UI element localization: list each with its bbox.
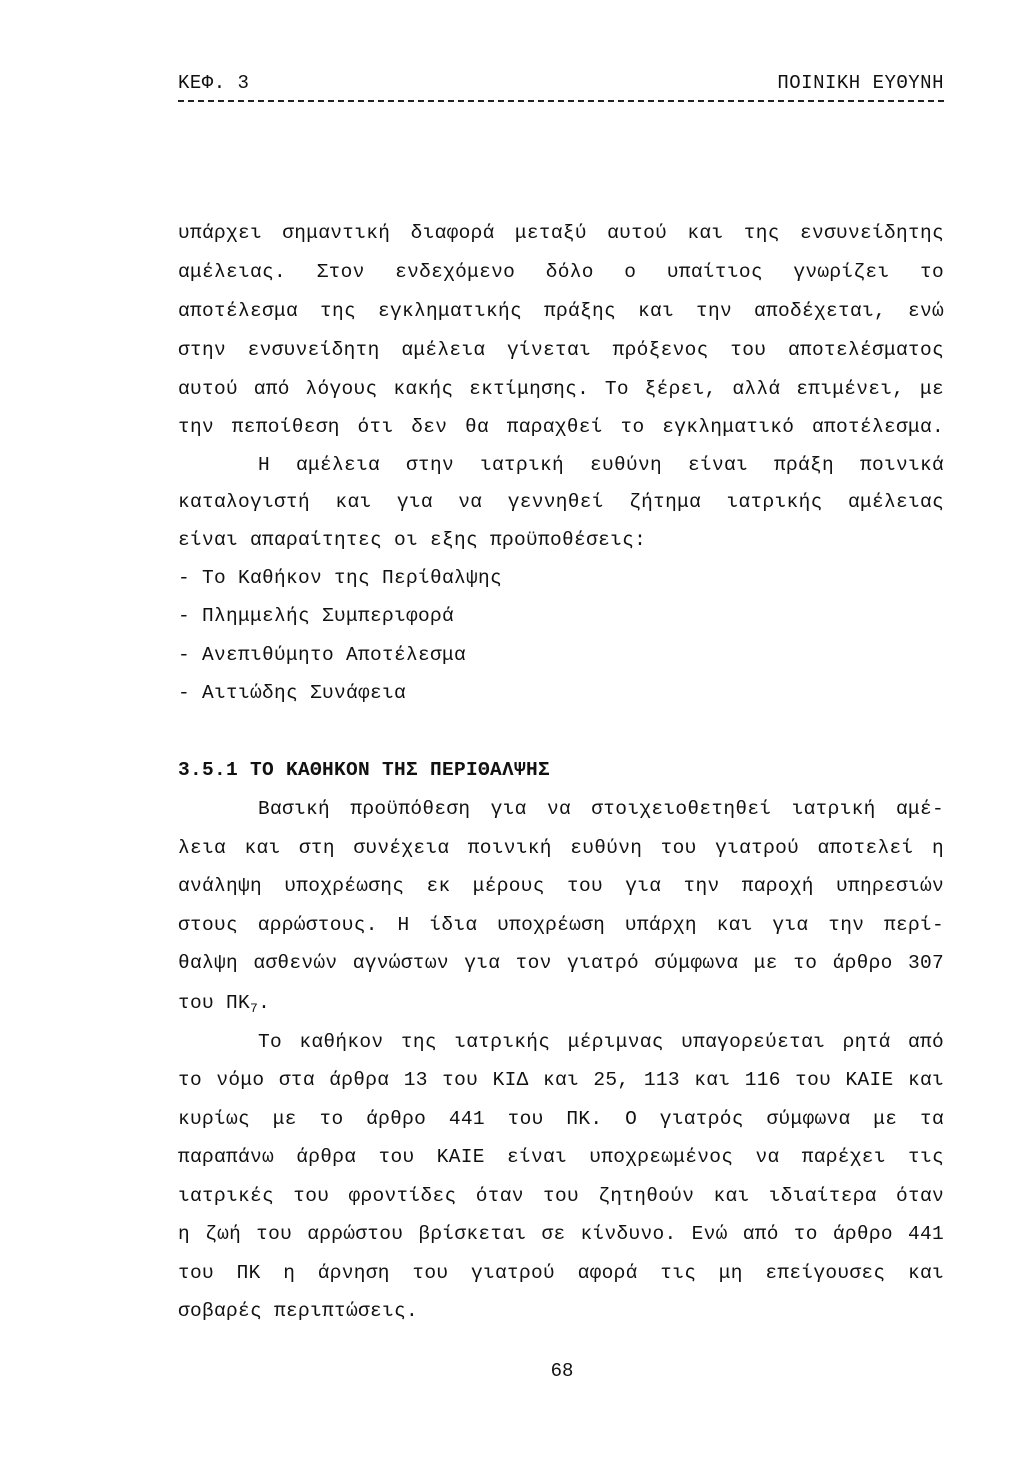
text-line: σοβαρές περιπτώσεις. xyxy=(178,1300,419,1322)
punctuation: . xyxy=(258,992,271,1014)
text-line: Το καθήκον της ιατρικής μέριμνας υπαγορεύεται ρητά από xyxy=(258,1031,944,1053)
text-line: ανάληψη υποχρέωσης εκ μέρους του για την παροχή υπηρεσιών xyxy=(178,875,944,897)
chapter-label: ΚΕΦ. 3 xyxy=(178,72,250,94)
text-line: θαλψη ασθενών αγνώστων για τον γιατρό σύμφωνα με το άρθρο 307 xyxy=(178,952,944,974)
header-divider xyxy=(178,100,944,102)
text-line: κυρίως με το άρθρο 441 του ΠΚ. Ο γιατρός σύμφωνα με τα xyxy=(178,1108,944,1130)
text-line: στην ενσυνείδητη αμέλεια γίνεται πρόξενος του αποτελέσματος xyxy=(178,339,944,361)
text-line: αμέλειας. Στον ενδεχόμενο δόλο ο υπαίτιος γνωρίζει το xyxy=(178,261,944,283)
text-line: ιατρικές του φροντίδες όταν του ζητηθούν και ιδιαίτερα όταν xyxy=(178,1185,944,1207)
text-line: είναι απαραίτητες οι εξης προϋποθέσεις: xyxy=(178,529,647,551)
text-line: λεια και στη συνέχεια ποινική ευθύνη του γιατρού αποτελεί η xyxy=(178,837,944,859)
list-item: - Αιτιώδης Συνάφεια xyxy=(178,682,407,704)
text-line: Βασική προϋπόθεση για να στοιχειοθετηθεί ιατρική αμέ- xyxy=(258,798,944,820)
subscript-note: 7 xyxy=(250,1001,259,1016)
text-line xyxy=(178,991,944,1021)
list-item: - Πλημμελής Συμπεριφορά xyxy=(178,605,455,627)
text-line: αποτέλεσμα της εγκληματικής πράξης και την αποδέχεται, ενώ xyxy=(178,300,944,322)
text-line: το νόμο στα άρθρα 13 του ΚΙΔ και 25, 113 και 116 του ΚΑΙΕ και xyxy=(178,1069,944,1091)
text-line: την πεποίθεση ότι δεν θα παραχθεί το εγκληματικό αποτέλεσμα. xyxy=(178,416,944,438)
text-line: του ΠΚ η άρνηση του γιατρού αφορά τις μη επείγουσες και xyxy=(178,1262,944,1284)
text-line: αυτού από λόγους κακής εκτίμησης. Το ξέρει, αλλά επιμένει, με xyxy=(178,378,944,400)
text-line: η ζωή του αρρώστου βρίσκεται σε κίνδυνο. Ενώ από το άρθρο 441 xyxy=(178,1223,944,1245)
section-heading: 3.5.1 ΤΟ ΚΑΘΗΚΟΝ ΤΗΣ ΠΕΡΙΘΑΛΨΗΣ xyxy=(178,759,551,781)
list-item: - Το Καθήκον της Περίθαλψης xyxy=(178,567,503,589)
running-title: ΠΟΙΝΙΚΗ ΕΥΘΥΝΗ xyxy=(777,72,944,94)
list-item: - Ανεπιθύμητο Αποτέλεσμα xyxy=(178,644,467,666)
text-line: καταλογιστή και για να γεννηθεί ζήτημα ιατρικής αμέλειας xyxy=(178,491,944,513)
text-line: Η αμέλεια στην ιατρική ευθύνη είναι πράξη ποινικά xyxy=(258,454,944,476)
page-number: 68 xyxy=(550,1360,574,1382)
text-line: παραπάνω άρθρα του ΚΑΙΕ είναι υποχρεωμένος να παρέχει τις xyxy=(178,1146,944,1168)
text-line: υπάρχει σημαντική διαφορά μεταξύ αυτού και της ενσυνείδητης xyxy=(178,222,944,244)
text-fragment: του ΠΚ xyxy=(178,992,251,1014)
text-line: στους αρρώστους. Η ίδια υποχρέωση υπάρχη και για την περί- xyxy=(178,914,944,936)
